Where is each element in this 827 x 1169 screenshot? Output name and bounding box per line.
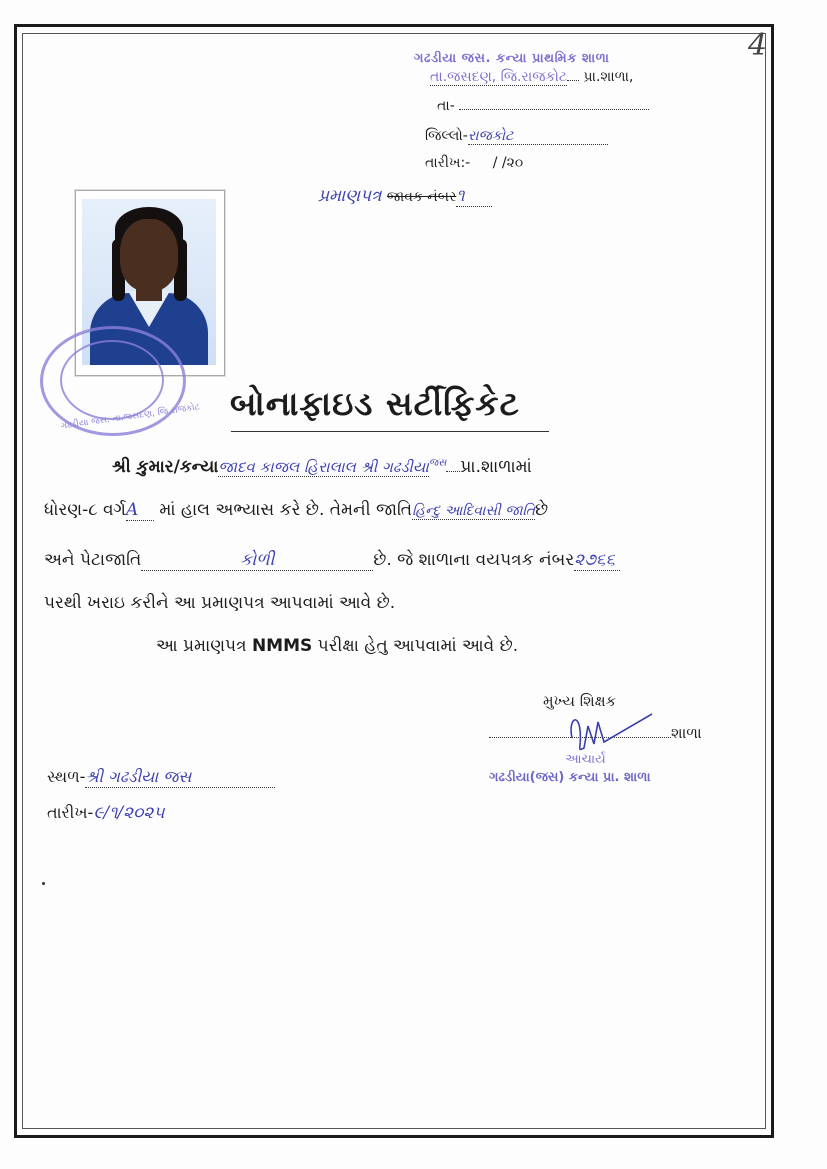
cert-no-label: જાવક નંબર [386, 189, 457, 205]
stray-dot [42, 882, 45, 885]
study-text: માં હાલ અભ્યાસ કરે છે. તેમની જાતિ [159, 500, 413, 520]
taluka-line [430, 69, 633, 86]
corner-mark: 4 [748, 28, 768, 63]
title-underline [231, 431, 549, 432]
district-value: રાજકોટ [468, 128, 608, 145]
subcaste-label: અને પેટાજાતિ [44, 550, 142, 570]
round-school-stamp-inner [60, 340, 164, 420]
place-label: સ્થળ- [47, 767, 86, 786]
ta-label: તા- [437, 98, 455, 114]
student-name: જાદવ કાજલ હિરાલાલ શ્રી ગઢડીયા [218, 458, 429, 476]
subcaste: કોળી [141, 550, 373, 571]
ta-line [437, 98, 649, 114]
date-value: / /૨૦ [492, 155, 524, 171]
issue-date-label: તારીખ- [47, 803, 94, 822]
division: A [126, 500, 154, 521]
purpose-exam: NMMS [251, 636, 313, 656]
taluka-suffix: પ્રા.શાળા, [583, 69, 634, 85]
purpose-post: પરીક્ષા હેતુ આપવામાં આવે છે. [317, 636, 519, 656]
taluka-filled: તા.જસદણ, જિ.રાજકોટ [430, 69, 567, 85]
headmaster-title: મુખ્ય શિક્ષક [543, 692, 617, 710]
purpose-pre: આ પ્રમાણપત્ર [156, 636, 247, 656]
caste: હિન્દુ આદિવાસી જાતિ [412, 503, 535, 519]
body-line-4: પરથી ખરાઇ કરીને આ પ્રમાણપત્ર આપવામાં આવે છે. [44, 593, 396, 613]
signature-school-suffix: શાળા [671, 724, 702, 742]
place-line [47, 767, 275, 788]
line2-end: છે [535, 500, 549, 520]
date-label: તારીખ:- [425, 155, 471, 171]
student-prefix: શ્રી કુમાર/કન્યા [112, 457, 219, 477]
student-name-sup: જસ [428, 457, 447, 469]
cert-no-value: ૧ [456, 186, 492, 207]
body-line-3 [44, 550, 620, 571]
cert-handwritten: પ્રમાણપત્ર [318, 186, 382, 206]
place-value: શ્રી ગઢડીયા જસ [85, 767, 275, 788]
achar-label: આચાર્ય [565, 752, 606, 767]
ta-blank [459, 109, 649, 110]
body-line-2 [44, 500, 548, 521]
round-stamp-text: ગઢડીયા જસ. તા.જસદણ, જિ.રાજકોટ [59, 402, 201, 432]
register-text: છે. જે શાળાના વયપત્રક નંબર [373, 550, 575, 570]
date-line [425, 155, 523, 171]
std-label: ધોરણ-૮ વર્ગ [44, 500, 126, 520]
body-line-5 [156, 636, 518, 656]
signature-scribble [564, 708, 654, 756]
issue-date-line [47, 803, 165, 823]
district-line [425, 128, 608, 145]
school-suffix: પ્રા.શાળામાં [460, 457, 532, 477]
certificate-title: બોનાફાઇડ સર્ટીફિકેટ [230, 384, 520, 423]
issue-date-value: ૯/૧/૨૦૨૫ [93, 803, 165, 823]
register-no: ૨૭૬૬ [574, 550, 620, 571]
signature-stamp: ગઢડીયા(જસ) કન્યા પ્રા. શાળા [489, 770, 651, 785]
body-line-1 [112, 457, 532, 477]
school-stamp-header: ગઢડીયા જસ. કન્યા પ્રાથમિક શાળા [414, 51, 610, 66]
cert-number-line [318, 186, 492, 207]
district-label: જિલ્લો- [425, 128, 468, 144]
